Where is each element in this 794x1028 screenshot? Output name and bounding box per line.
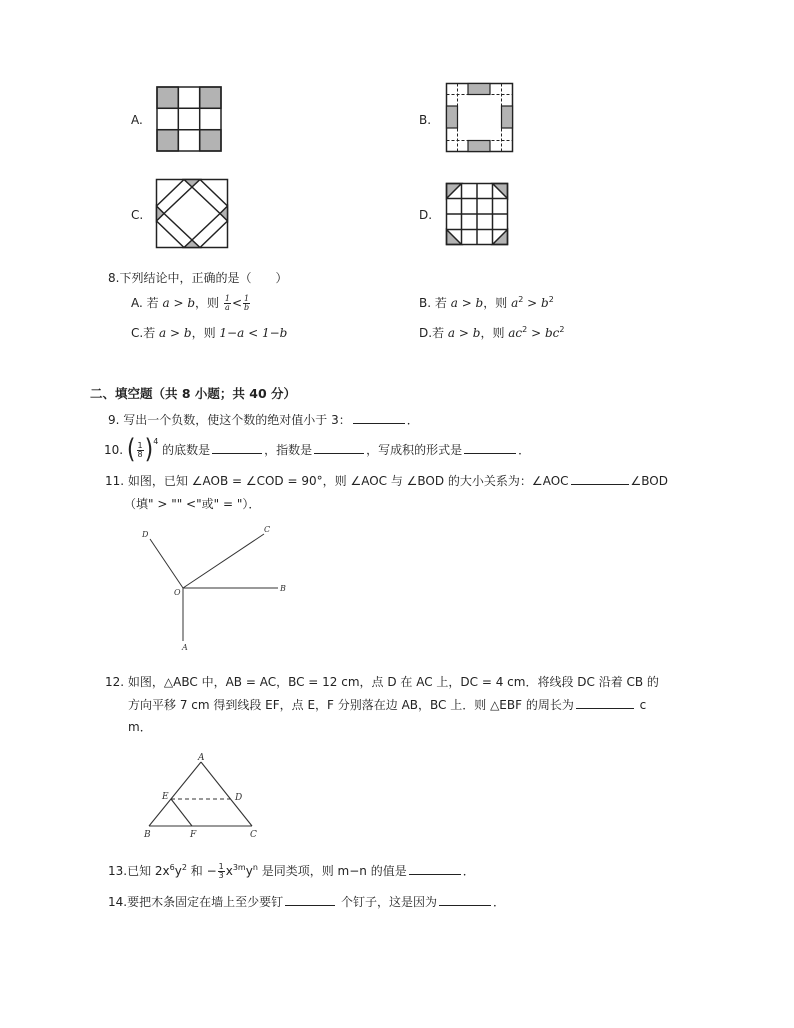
d-shade-bl <box>447 230 462 245</box>
b-shade-left <box>447 106 458 128</box>
q8-text: 下列结论中，正确的是（ ） <box>119 271 288 285</box>
option-d-label: D. <box>419 208 433 222</box>
option-d-figure <box>446 183 508 245</box>
q8-number: 8. <box>108 271 120 285</box>
q11-line1: 11. 如图，已知 ∠AOB = ∠COD = 90°，则 ∠AOC 与 ∠BOD 的大小关系为：∠AOC ∠BOD <box>105 474 668 488</box>
d-shade-tr <box>493 184 508 199</box>
label-o: O <box>174 588 181 597</box>
a-cell-bl <box>157 130 178 151</box>
label-e: E <box>162 792 169 802</box>
c-shade-right <box>220 206 228 221</box>
q8-stem <box>108 269 287 286</box>
q14-reason-blank[interactable] <box>439 893 491 906</box>
b-shade-right <box>502 106 513 128</box>
label-c: C <box>264 525 271 534</box>
label-b: B <box>280 584 286 593</box>
q9-answer-blank[interactable] <box>353 411 405 424</box>
label-c: C <box>250 830 257 840</box>
label-b: B <box>144 830 151 840</box>
q8-option-c: C.若 a > b，则 1−a < 1−b <box>131 326 288 340</box>
q8-option-a: A. 若 a > b，则 $\frac{1}{a}$ < $\frac{1}{b}$ <box>131 294 250 312</box>
option-b-label: B. <box>419 113 432 127</box>
side-ac <box>201 762 252 826</box>
q12-line2: 方向平移 7 cm 得到线段 EF，点 E，F 分别落在边 AB，BC 上．则 △EBF 的周长为 c <box>128 698 647 712</box>
q12-answer-blank[interactable] <box>576 696 634 709</box>
side-ab <box>149 762 201 826</box>
fraction: $\frac{1}{8}$ <box>137 441 143 459</box>
option-a-label: A. <box>131 113 143 127</box>
q10-exponent-blank[interactable] <box>314 441 364 454</box>
q13: 13.已知 $2x^6y^2$ 和 − $\frac{1}{3}$ $x^{3m}y^n$ 是同类项，则 m−n 的值是 ． <box>108 862 475 880</box>
ray-oc <box>183 534 264 588</box>
c-shade-left <box>157 206 165 221</box>
q11-answer-blank[interactable] <box>571 472 629 485</box>
q12-triangle-figure <box>140 750 270 842</box>
q10: 10. ( $\frac{1}{8}$ )$^4$ 的底数是 ，指数是 ，写成积的形式是 ． <box>104 434 531 465</box>
q9: 9. 写出一个负数，使这个数的绝对值小于 3： ． <box>108 413 419 427</box>
q13-answer-blank[interactable] <box>409 862 461 875</box>
option-b-figure <box>446 83 513 152</box>
label-a: A <box>182 643 188 652</box>
q8-option-d: D.若 a > b，则 $ac^2 > bc^2$ <box>419 325 565 340</box>
q14: 14.要把木条固定在墙上至少要钉 个钉子，这是因为 ． <box>108 895 505 909</box>
fraction: $\frac{1}{a}$ <box>224 294 230 312</box>
option-c-label: C. <box>131 208 144 222</box>
label-d: D <box>142 530 149 539</box>
q10-product-blank[interactable] <box>464 441 516 454</box>
fraction: $\frac{1}{b}$ <box>244 294 250 312</box>
a-cell-br <box>200 130 221 151</box>
d-shade-br <box>493 230 508 245</box>
a-cell-tr <box>200 87 221 108</box>
q10-base-blank[interactable] <box>212 441 262 454</box>
ray-od <box>150 539 183 588</box>
label-f: F <box>190 830 197 840</box>
q11-line2: （填" > "" <"或" = "）． <box>124 497 261 511</box>
label-d: D <box>235 793 243 803</box>
d-shade-tl <box>447 184 462 199</box>
b-shade-bottom <box>468 141 490 152</box>
c-shade-bottom <box>184 240 200 248</box>
b-shade-top <box>468 84 490 95</box>
option-a-figure <box>157 87 221 151</box>
q14-count-blank[interactable] <box>285 893 335 906</box>
q12-line3: m． <box>128 720 152 734</box>
option-c-figure <box>156 179 228 248</box>
label-a: A <box>198 753 205 763</box>
c-shade-top <box>184 180 200 188</box>
q8-option-b: B. 若 a > b，则 $a^2 > b^2$ <box>419 295 554 310</box>
section-heading: 二、填空题（共 8 小题；共 40 分） <box>90 386 297 401</box>
q12-line1: 12. 如图，△ABC 中，AB = AC，BC = 12 cm，点 D 在 AC 上，DC = 4 cm．将线段 DC 沿着 CB 的 <box>105 675 659 689</box>
fraction: $\frac{1}{3}$ <box>218 862 224 880</box>
q11-angle-figure <box>140 522 300 652</box>
segment-ef <box>171 799 192 826</box>
a-cell-tl <box>157 87 178 108</box>
